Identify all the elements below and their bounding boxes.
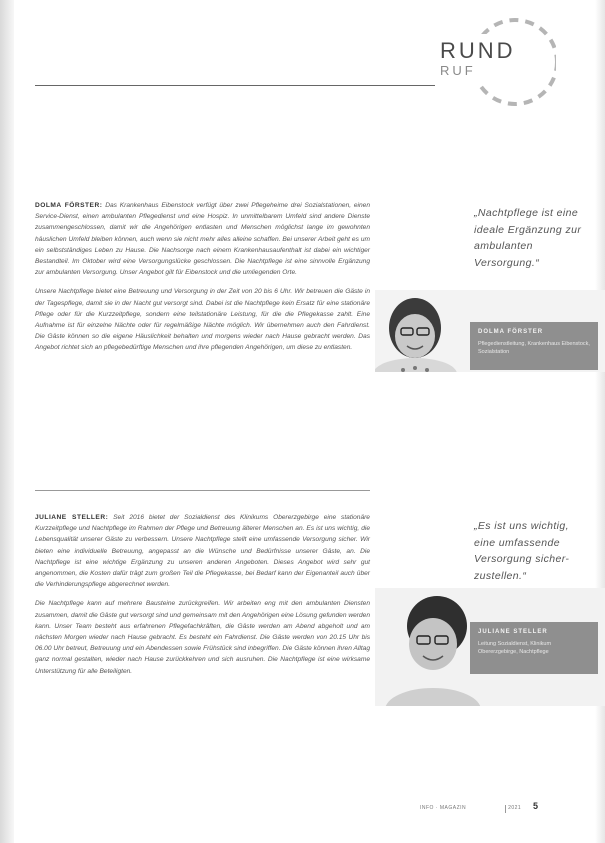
page-edge-shadow (595, 0, 605, 843)
paragraph-1-text: Das Krankenhaus Eibenstock verfügt über zwei Pflegeheime drei Sozialstationen, einen Service-Dienst, einen ambulanten Pflegedienst und eine Hospiz. In unmittelbarem Umfeld sind andere Dienste zusammengeschlossen, damit wir die Angehörigen entlasten und Menschen möglichst lange im gewohnten häuslichen Umfeld bleiben können, auch wenn sie nicht mehr alles alleine schaffen. Bei unserer Arbeit geht es um ein selbstständiges Leben zu Hause. Die Nachsorge nach einem Krankenhausaufenthalt ist dabei ein wichtiger Bestandteil. Im Oktober wird eine Versorgungslücke geschlossen. Die Nachtpflege ist eine sinnvolle Ergänzung zur ambulanten Versorgung. Unser Angebot gilt für Eibenstock und die umliegenden Orte. (35, 202, 370, 277)
footer-issue: 2021 (508, 805, 522, 811)
section-logo (440, 40, 530, 78)
speaker-name-2: JULIANE STELLER: (35, 514, 109, 521)
pull-quote-2: „Es ist uns wichtig, eine umfassende Versorgung sicher-zustellen.“ (474, 520, 570, 582)
header-rule (35, 85, 435, 86)
footer-magazine-name: INFO · MAGAZIN (420, 805, 467, 811)
article-section-2 (35, 512, 370, 685)
paragraph-1 (35, 200, 370, 278)
paragraph-3-text: Seit 2016 bietet der Sozialdienst des Klinikums Obererzgebirge eine stationäre Kurzzeitpflege und Nachtpflege im Rahmen der Pflege und Betreuung älterer Menschen an. Es ist uns wichtig, die Lebensqualität unserer Gäste zu verbessern. Unsere Nachtpflege stellt eine umfassende Versorgung sicher. Wir bieten eine individuelle Betreuung, angepasst an die Wünsche und Bedürfnisse unserer Gäste, an. Die Nachtpflege ist eine wichtige Ergänzung zu unseren anderen Angeboten. Dieses Angebot wird sehr gut angenommen, die Kosten dafür trägt zum großen Teil die Pflegekasse, bei Bedarf kann der Eigenanteil auch über die Verhinderungspflege abgerechnet werden. (35, 514, 370, 589)
caption-text-2: Leitung Sozialdienst, Klinikum Obererzgebirge, Nachtpflege (478, 641, 552, 655)
footer-publication (420, 805, 521, 811)
logo-subtitle: RUF (440, 63, 476, 78)
caption-text-1: Pflegedienstleitung, Krankenhaus Eibenstock, Sozialstation (478, 341, 590, 355)
footer-separator (505, 805, 506, 813)
paragraph-4: Die Nachtpflege kann auf mehrere Bausteine zurückgreifen. Wir arbeiten eng mit den ambulanten Diensten zusammen, damit die Gäste gut versorgt sind und gemeinsam mit den Angehörigen eine Lösung gefunden werden kann. Unser Team besteht aus erfahrenen Pflegefachkräften, die Gäste werden am Abend abgeholt und am nächsten Morgen wieder nach Hause gebracht. Es besteht ein Fahrdienst. Die Gäste werden von 20.15 Uhr bis 06.00 Uhr betreut, Betreuung und ein Abendessen sowie Frühstück sind inbegriffen. Die Gäste können ihren Alltag ganz normal gestalten, wieder nach Hause zurückkehren und sich ausruhen. Die Nachtpflege ist eine wirksame Unterstützung für alle Beteiligten. (35, 600, 370, 675)
portrait-caption-1 (470, 322, 598, 370)
speaker-name-1: DOLMA FÖRSTER: (35, 202, 103, 209)
article-section-1 (35, 200, 370, 362)
logo-title: RUND (440, 38, 516, 63)
caption-name-1: DOLMA FÖRSTER (478, 329, 544, 335)
paragraph-3 (35, 512, 370, 590)
paragraph-2: Unsere Nachtpflege bietet eine Betreuung und Versorgung in der Zeit von 20 bis 6 Uhr. Wir betreuen die Gäste in der Tagespflege, damit sie in der Nacht gut versorgt sind. Dabei ist die Nachtpflege kein Ersatz für eine stationäre Pflege oder für die Kurzzeitpflege, sondern eine teilstationäre Leistung, für die die Pflegekasse zahlt. Eine Aufnahme ist für einzelne Nächte oder für regelmäßige Nächte möglich. Wir übernehmen auch den Fahrdienst. Die Gäste können so die eigene Häuslichkeit behalten und morgens wieder nach Hause gebracht werden. Das Angebot richtet sich an pflegebedürftige Menschen und ihre pflegenden Angehörigen, um diese zu entlasten. (35, 288, 370, 352)
section-divider (35, 490, 370, 491)
pull-quote-1: „Nachtpflege ist eine ideale Ergänzung zur ambulanten Versorgung.“ (474, 207, 582, 269)
page-number: 5 (533, 801, 539, 811)
page-binding-shadow (0, 0, 14, 843)
portrait-caption-2 (470, 622, 598, 674)
caption-name-2: JULIANE STELLER (478, 629, 548, 635)
